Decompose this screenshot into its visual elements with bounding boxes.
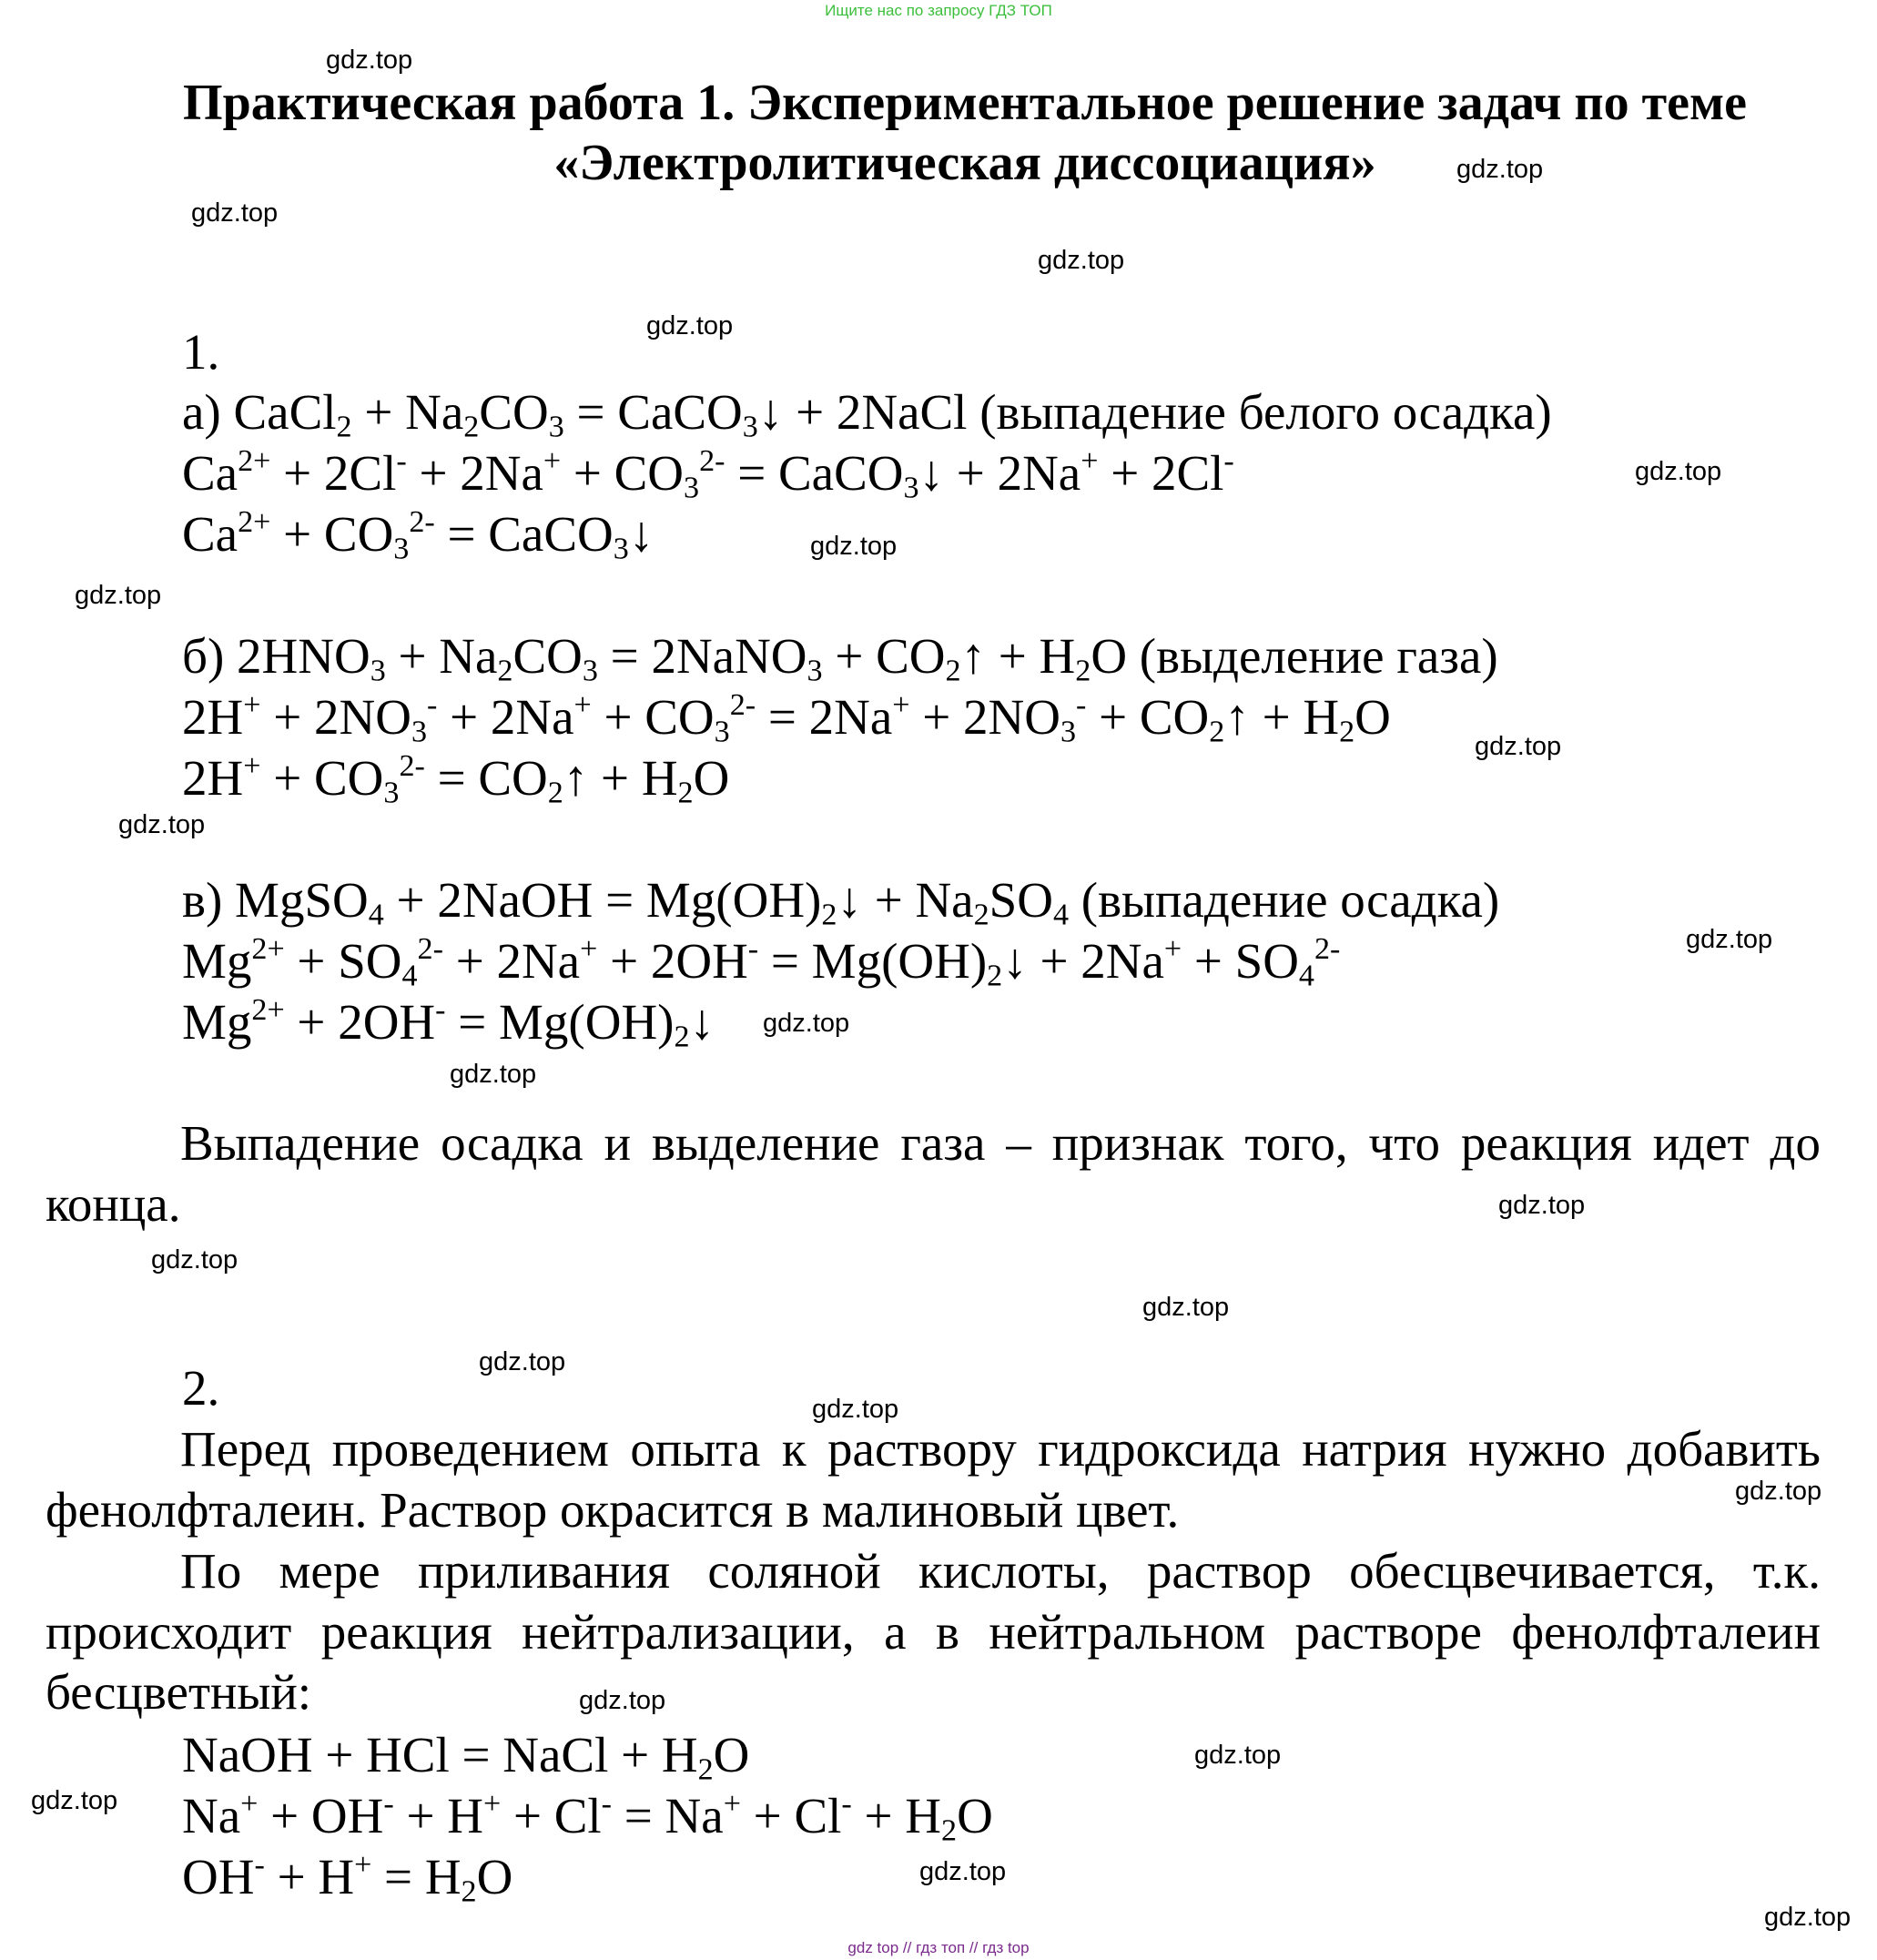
watermark: gdz.top [1142, 1293, 1230, 1322]
page-title: Практическая работа 1. Экспериментальное решение задач по теме [183, 75, 1747, 131]
task-1-number: 1. [182, 324, 220, 380]
task-2-paragraph-1: Перед проведением опыта к раствору гидроксида натрия нужно добавить фенолфталеин. Раствор окрасится в малиновый цвет. [46, 1421, 1821, 1538]
search-banner: Ищите нас по запросу ГДЗ ТОП [825, 2, 1052, 19]
watermark: gdz.top [1038, 246, 1125, 275]
watermark: gdz.top [151, 1245, 238, 1275]
watermark: gdz.top [763, 1009, 850, 1038]
watermark: gdz.top [326, 46, 413, 75]
equation-1a-full-ionic: $Ca^{2+} + 2Cl^- + 2Na^+ + CO_3^{2-}$ = CaCO$_3$↓ + 2Na+ + 2Cl- [182, 443, 1234, 505]
equation-2-short-ionic: $OH^- + H^+ = H_2O$ [182, 1847, 513, 1909]
watermark: gdz.top [1735, 1477, 1822, 1506]
equation-2-full-ionic: $Na^+ + OH^- + H^+ + Cl^- = Na^+ + Cl^- + H_2O$ [182, 1786, 993, 1848]
watermark: gdz.top [1475, 732, 1562, 761]
task-2-paragraph-2: По мере приливания соляной кислоты, раствор обесцвечивается, т.к. происходит реакция нейтрализации, а в нейтральном растворе фенолфталеин бесцветный: [46, 1543, 1821, 1720]
page-title-topic: «Электролитическая диссоциация» [553, 135, 1376, 191]
watermark: gdz.top [646, 311, 734, 340]
watermark: gdz.top [75, 581, 162, 610]
watermark: gdz.top [919, 1857, 1007, 1886]
equation-1c-full-ionic: $Mg^{2+} + SO_4^{2-} + 2Na^+ + 2OH^-$ = $Mg(OH)_2↓ + 2Na^+ + SO_4^{2-}$ [182, 931, 1341, 993]
equation-1a-short-ionic: $Ca^{2+} + CO_3^{2-}$ = CaCO$_3$↓ [182, 504, 654, 566]
equation-1c-molecular: в) MgSO$_4$ + 2NaOH = $Mg(OH)_2↓ + Na_2SO_4$ (выпадение осадка) [182, 872, 1500, 932]
watermark: gdz.top [191, 198, 279, 228]
watermark: gdz.top [1635, 457, 1722, 486]
watermark: gdz.top [450, 1060, 537, 1089]
equation-1c-short-ionic: $Mg^{2+} + 2OH^-$ = $Mg(OH)_2↓$ [182, 992, 715, 1054]
footer-links: gdz top // гдз топ // гдз top [847, 1939, 1030, 1956]
equation-1b-molecular: б) $2HNO_3 + Na_2CO_3$ = 2NaNO$_3$ + $CO_2↑ + H_2O$ (выделение газа) [182, 628, 1498, 688]
watermark: gdz.top [810, 532, 898, 561]
watermark: gdz.top [479, 1347, 566, 1376]
watermark: gdz.top [812, 1395, 899, 1424]
watermark: gdz.top [1456, 155, 1544, 184]
equation-1b-short-ionic: $2H^+ + CO_3^{2-}$ = $CO_2↑ + H_2O$ [182, 748, 730, 810]
watermark: gdz.top [1498, 1191, 1586, 1220]
watermark: gdz.top [1764, 1903, 1852, 1932]
equation-1a-molecular: а) CaCl$_2$ + $Na_2CO_3$ = CaCO$_3$↓ + 2NaCl (выпадение белого осадка) [182, 384, 1552, 444]
watermark: gdz.top [118, 810, 206, 839]
watermark: gdz.top [1686, 925, 1773, 954]
equation-1b-full-ionic: $2H^+ + 2NO_3^- + 2Na^+ + CO_3^{2-} = 2Na^+ + 2NO_3^-$ + $CO_2↑ + H_2O$ [182, 687, 1391, 749]
watermark: gdz.top [579, 1686, 666, 1715]
equation-2-molecular: NaOH + HCl = NaCl + $H_2O$ [182, 1727, 750, 1787]
task-1-conclusion: Выпадение осадка и выделение газа – признак того, что реакция идет до конца. [46, 1115, 1821, 1232]
watermark: gdz.top [31, 1786, 118, 1815]
watermark: gdz.top [1194, 1741, 1282, 1770]
task-2-number: 2. [182, 1360, 220, 1416]
